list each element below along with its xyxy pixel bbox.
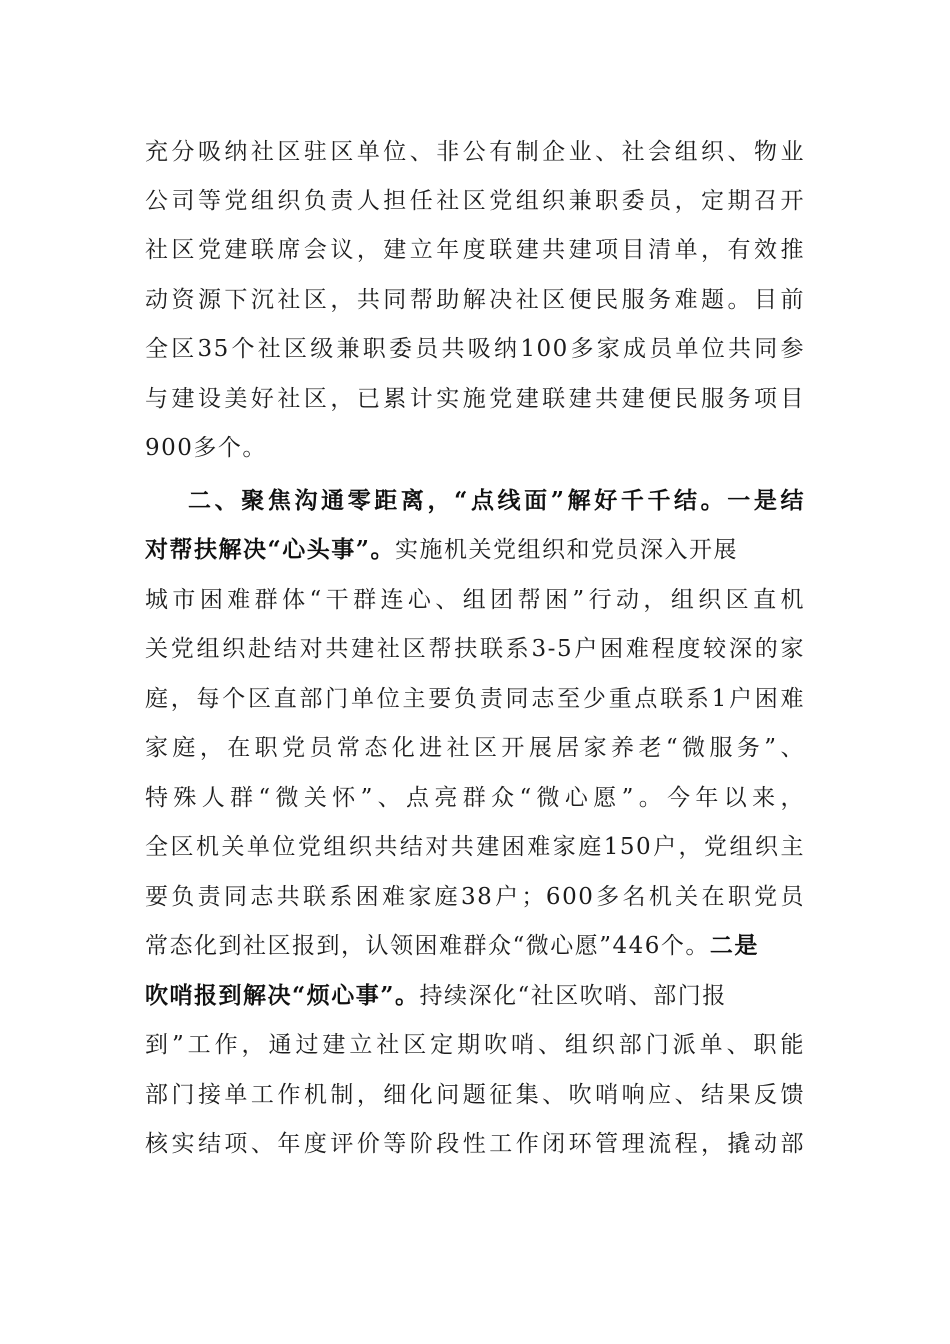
text-line: 公司等党组织负责人担任社区党组织兼职委员，定期召开 [145,188,805,214]
text-line: 充分吸纳社区驻区单位、非公有制企业、社会组织、物业 [145,139,805,165]
bold-lead: 二是 [709,932,759,959]
text-line: 动资源下沉社区，共同帮助解决社区便民服务难题。目前 [145,287,805,313]
text-run: 实施机关党组织和党员深入开展 [394,537,738,563]
text-line: 要负责同志共联系困难家庭38户；600多名机关在职党员 [145,884,805,910]
text-line: 家庭，在职党员常态化进社区开展居家养老“微服务”、 [145,735,805,761]
text-line: 到”工作，通过建立社区定期吹哨、组织部门派单、职能 [145,1032,805,1058]
text-line: 关党组织赴结对共建社区帮扶联系3-5户困难程度较深的家 [145,636,805,662]
text-line-mixed [145,530,805,570]
text-line: 全区35个社区级兼职委员共吸纳100多家成员单位共同参 [145,336,805,362]
text-run: 常态化到社区报到，认领困难群众“微心愿”446个。 [145,933,710,959]
text-line: 庭，每个区直部门单位主要负责同志至少重点联系1户困难 [145,686,805,712]
section-heading-line: 二、聚焦沟通零距离，“点线面”解好千千结。一是结 [188,487,805,514]
text-line: 城市困难群体“干群连心、组团帮困”行动，组织区直机 [145,587,805,613]
text-line: 核实结项、年度评价等阶段性工作闭环管理流程，撬动部 [145,1131,805,1157]
text-line: 与建设美好社区，已累计实施党建联建共建便民服务项目 [145,386,805,412]
bold-lead: 吹哨报到解决“烦心事”。 [145,982,420,1009]
text-line: 900多个。 [145,435,267,461]
text-line: 全区机关单位党组织共结对共建困难家庭150户，党组织主 [145,834,805,860]
text-line: 社区党建联席会议，建立年度联建共建项目清单，有效推 [145,237,805,263]
text-line: 部门接单工作机制，细化问题征集、吹哨响应、结果反馈 [145,1082,805,1108]
text-run: 持续深化“社区吹哨、部门报 [419,983,727,1009]
text-line-mixed [145,976,805,1016]
bold-lead: 对帮扶解决“心头事”。 [145,536,395,563]
text-line: 特殊人群“微关怀”、点亮群众“微心愿”。今年以来， [145,785,805,811]
text-line-mixed [145,926,805,966]
